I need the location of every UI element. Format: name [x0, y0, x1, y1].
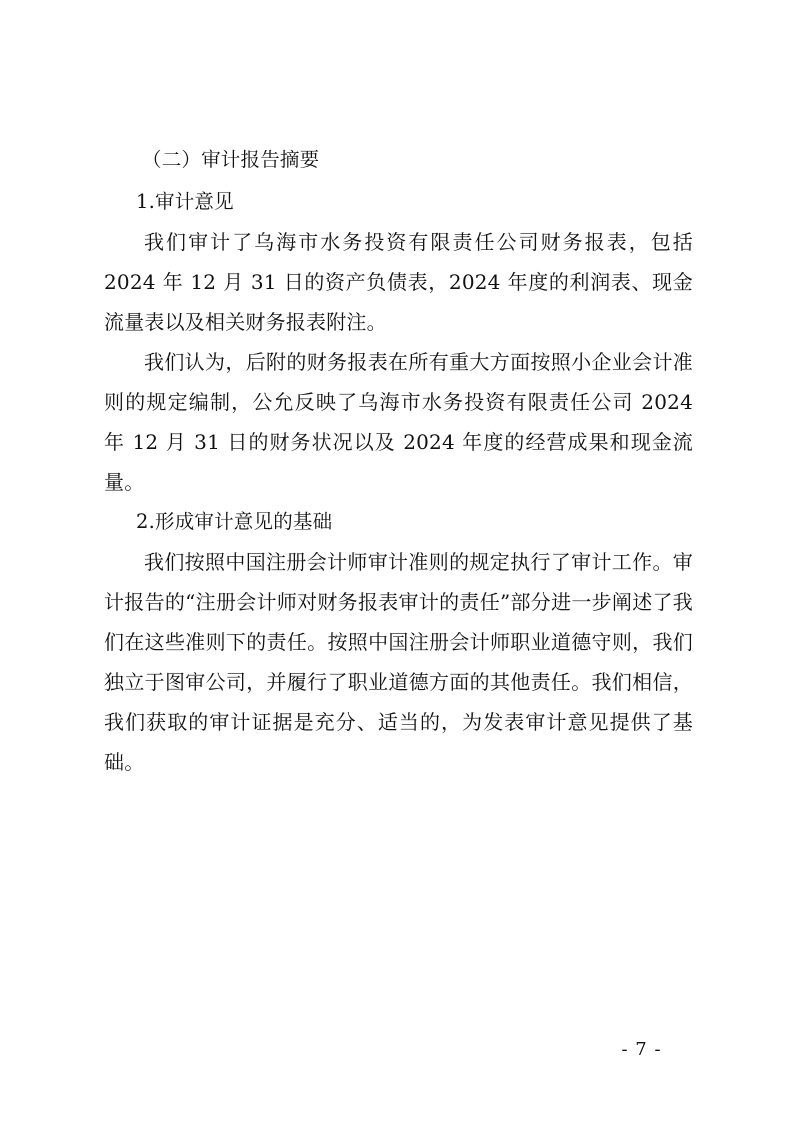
paragraph-audit-opinion-1: 我们审计了乌海市水务投资有限责任公司财务报表，包括2024 年 12 月 31 日的资产负债表，2024 年度的利润表、现金流量表以及相关财务报表附注。 — [104, 230, 693, 334]
subsection-heading-audit-opinion: 1.审计意见 — [136, 190, 234, 213]
page-number: - 7 - — [621, 1039, 662, 1060]
subsection-heading-basis-for-opinion: 2.形成审计意见的基础 — [136, 510, 333, 533]
paragraph-basis-for-opinion-1: 我们按照中国注册会计师审计准则的规定执行了审计工作。审计报告的“注册会计师对财务报表审计的责任”部分进一步阐述了我们在这些准则下的责任。按照中国注册会计师职业道德守则，我们独立于图审公司，并履行了职业道德方面的其他责任。我们相信，我们获取的审计证据是充分、适当的，为发表审计意见提供了基础。 — [104, 550, 693, 774]
document-body — [104, 140, 693, 782]
section-heading: （二）审计报告摘要 — [142, 148, 320, 171]
paragraph-audit-opinion-2: 我们认为，后附的财务报表在所有重大方面按照小企业会计准则的规定编制，公允反映了乌海市水务投资有限责任公司 2024 年 12 月 31 日的财务状况以及 2024 年度的经营成果和现金流量。 — [104, 350, 693, 494]
page-footer — [0, 1039, 793, 1060]
